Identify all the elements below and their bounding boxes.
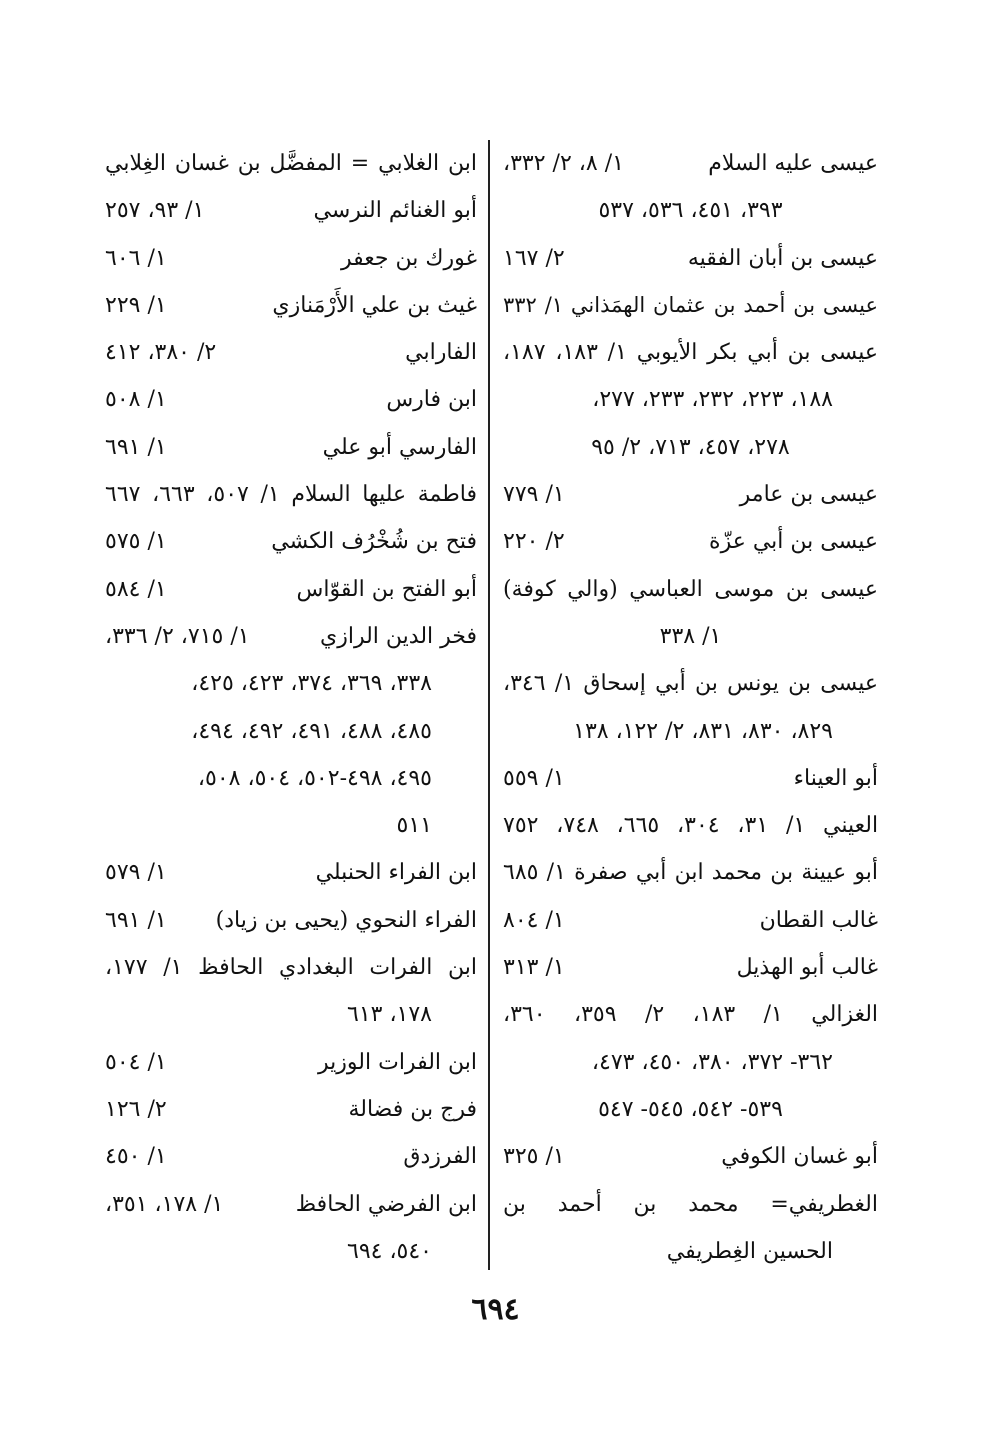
- entry-page-refs: ١/ ٩٣، ٢٥٧: [105, 198, 205, 224]
- index-entry: [105, 1039, 477, 1086]
- index-entry: [503, 991, 878, 1038]
- entry-page-refs: ١/ ٥٠٨: [105, 387, 167, 413]
- entry-page-refs: ١/ ٢٢٩: [105, 292, 167, 318]
- continuation-text: ٨٢٩، ٨٣٠، ٨٣١، ٢/ ١٢٢، ١٣٨: [573, 718, 833, 744]
- index-entry: [105, 140, 477, 187]
- index-entry: [503, 944, 878, 991]
- index-entry: [105, 424, 477, 471]
- entry-name: أبو الفتح بن القوّاس: [296, 576, 477, 602]
- entry-text: أبو عيينة بن محمد ابن أبي صفرة ١/ ٦٨٥: [503, 860, 879, 886]
- entry-page-refs: ٢/ ٢٢٠: [503, 529, 565, 555]
- index-entry: [105, 187, 477, 234]
- entry-page-refs: ١/ ٥٥٩: [503, 765, 565, 791]
- continuation-text: ٥٣٩- ٥٤٢، ٥٤٥- ٥٤٧: [598, 1096, 783, 1122]
- entry-page-refs: ٢/ ١٢٦: [105, 1096, 167, 1122]
- entry-continuation: [105, 755, 477, 802]
- entry-page-refs: ١/ ٧٧٩: [503, 482, 565, 508]
- index-entry: [105, 897, 477, 944]
- entry-name: عيسى بن عامر: [739, 482, 878, 508]
- entry-continuation: [503, 1086, 878, 1133]
- entry-text: الغطريفي= محمد بن أحمد بن: [503, 1191, 878, 1217]
- index-entry: [105, 1181, 477, 1228]
- entry-page-refs: ١/ ٦٠٦: [105, 245, 167, 271]
- entry-page-refs: ١/ ٥٨٤: [105, 576, 167, 602]
- entry-name: ابن فارس: [386, 387, 477, 413]
- entry-name: الفراء النحوي (يحيى بن زياد): [215, 907, 477, 933]
- index-entry: [503, 802, 878, 849]
- entry-name: أبو العيناء: [793, 765, 878, 791]
- index-entry: [105, 1133, 477, 1180]
- index-entry: [503, 140, 878, 187]
- entry-page-refs: ١/ ٦٩١: [105, 907, 167, 933]
- entry-page-refs: ١/ ٣٢٥: [503, 1144, 565, 1170]
- column-divider: [488, 140, 490, 1270]
- entry-continuation: [503, 1228, 878, 1275]
- entry-page-refs: ١/ ٦٩١: [105, 434, 167, 460]
- index-entry: [105, 1086, 477, 1133]
- entry-continuation: [503, 613, 878, 660]
- index-entry: [503, 849, 878, 896]
- index-entry: [503, 1181, 878, 1228]
- entry-name: غالب أبو الهذيل: [736, 955, 878, 981]
- index-entry: [105, 329, 477, 376]
- entry-name: غيث بن علي الأَرْمَنازي: [272, 292, 477, 318]
- index-entry: [105, 613, 477, 660]
- index-entry: [503, 755, 878, 802]
- entry-page-refs: ١/ ٥٧٩: [105, 860, 167, 886]
- entry-page-refs: ١/ ٣١٣: [503, 955, 565, 981]
- entry-name: فخر الدين الرازي: [320, 623, 477, 649]
- entry-continuation: [105, 708, 477, 755]
- entry-continuation: [105, 991, 477, 1038]
- index-entry: [105, 376, 477, 423]
- continuation-text: ٤٩٥، ٤٩٨-٥٠٢، ٥٠٤، ٥٠٨،: [197, 765, 432, 791]
- index-entry: [503, 471, 878, 518]
- entry-page-refs: ١/ ٤٥٠: [105, 1144, 167, 1170]
- index-entry: [503, 897, 878, 944]
- entry-page-refs: ١/ ٨٠٤: [503, 907, 565, 933]
- entry-continuation: [105, 660, 477, 707]
- entry-name: عيسى عليه السلام: [708, 151, 878, 176]
- entry-text: ابن الغلابي = المفضَّل بن غسان الغِلابي: [105, 151, 477, 176]
- page-number: ٦٩٤: [471, 1292, 520, 1327]
- entry-name: غورك بن جعفر: [341, 245, 477, 271]
- entry-page-refs: ١/ ٧١٥، ٢/ ٣٣٦،: [105, 623, 250, 649]
- index-entry: [503, 660, 878, 707]
- index-entry: [503, 1133, 878, 1180]
- entry-name: الفرزدق: [403, 1144, 477, 1170]
- entry-text: عيسى بن أبي بكر الأيوبي ١/ ١٨٣، ١٨٧،: [503, 340, 879, 366]
- entry-continuation: [503, 1039, 878, 1086]
- index-entry: [105, 849, 477, 896]
- index-entry: [503, 282, 878, 329]
- index-entry: [503, 329, 878, 376]
- continuation-text: ٣٣٨، ٣٦٩، ٣٧٤، ٤٢٣، ٤٢٥،: [191, 671, 432, 697]
- entry-text: فاطمة عليها السلام ١/ ٥٠٧، ٦٦٣، ٦٦٧: [105, 482, 478, 508]
- continuation-text: ٥٤٠، ٦٩٤: [347, 1238, 432, 1264]
- index-entry: [105, 282, 477, 329]
- continuation-text: ١٨٨، ٢٢٣، ٢٣٢، ٢٣٣، ٢٧٧،: [592, 387, 833, 413]
- index-entry: [105, 235, 477, 282]
- index-entry: [503, 518, 878, 565]
- entry-name: غالب القطان: [759, 907, 878, 933]
- entry-name: أبو غسان الكوفي: [721, 1144, 878, 1170]
- index-entry: [503, 566, 878, 613]
- entry-text: ابن الفرات البغدادي الحافظ ١/ ١٧٧،: [105, 955, 477, 981]
- entry-name: عيسى بن أبي عزّة: [709, 529, 878, 555]
- continuation-text: ٥١١: [396, 813, 432, 839]
- entry-page-refs: ١/ ١٧٨، ٣٥١،: [105, 1191, 224, 1217]
- entry-text: العيني ١/ ٣١، ٣٠٤، ٦٦٥، ٧٤٨، ٧٥٢: [503, 813, 879, 839]
- entry-continuation: [105, 1228, 477, 1275]
- entry-name: عيسى بن أبان الفقيه: [687, 245, 878, 271]
- continuation-text: ١/ ٣٣٨: [659, 623, 722, 649]
- entry-text: عيسى بن أحمد بن عثمان الهمَذاني ١/ ٣٣٢: [503, 292, 878, 317]
- index-entry: [105, 944, 477, 991]
- continuation-text: ٣٦٢- ٣٧٢، ٣٨٠، ٤٥٠، ٤٧٣،: [591, 1049, 833, 1075]
- entry-name: فتح بن شُخْرُف الكشي: [271, 529, 477, 555]
- index-column-left: [105, 140, 477, 1275]
- entry-page-refs: ٢/ ٣٨٠، ٤١٢: [105, 340, 217, 366]
- entry-name: ابن الفرات الوزير: [318, 1049, 477, 1075]
- continuation-text: الحسين الغِطريفي: [666, 1238, 833, 1264]
- entry-continuation: [105, 802, 477, 849]
- entry-name: فرج بن فضالة: [348, 1096, 477, 1122]
- entry-continuation: [503, 424, 878, 471]
- entry-continuation: [503, 187, 878, 234]
- entry-page-refs: ١/ ٥٧٥: [105, 529, 167, 555]
- entry-continuation: [503, 708, 878, 755]
- index-entry: [503, 235, 878, 282]
- index-entry: [105, 471, 477, 518]
- continuation-text: ١٧٨، ٦١٣: [347, 1002, 432, 1028]
- entry-name: ابن الفرضي الحافظ: [295, 1191, 477, 1217]
- entry-page-refs: ١/ ٥٠٤: [105, 1049, 167, 1075]
- entry-text: الغزالي ١/ ١٨٣، ٢/ ٣٥٩، ٣٦٠،: [503, 1002, 879, 1028]
- entry-name: الفارسي أبو علي: [322, 434, 477, 460]
- entry-page-refs: ٢/ ١٦٧: [503, 245, 565, 271]
- entry-page-refs: ١/ ٨، ٢/ ٣٣٢،: [503, 151, 624, 176]
- index-entry: [105, 518, 477, 565]
- index-column-right: [503, 140, 878, 1275]
- index-entry: [105, 566, 477, 613]
- entry-name: الفارابي: [405, 340, 477, 366]
- entry-continuation: [503, 376, 878, 423]
- continuation-text: ٢٧٨، ٤٥٧، ٧١٣، ٢/ ٩٥: [591, 434, 790, 460]
- entry-text: عيسى بن موسى العباسي (والي كوفة): [503, 576, 878, 602]
- entry-text: عيسى بن يونس بن أبي إسحاق ١/ ٣٤٦،: [503, 671, 879, 697]
- continuation-text: ٣٩٣، ٤٥١، ٥٣٦، ٥٣٧: [598, 198, 783, 224]
- entry-name: ابن الفراء الحنبلي: [315, 860, 477, 886]
- continuation-text: ٤٨٥، ٤٨٨، ٤٩١، ٤٩٢، ٤٩٤،: [191, 718, 432, 744]
- entry-name: أبو الغنائم النرسي: [313, 198, 477, 224]
